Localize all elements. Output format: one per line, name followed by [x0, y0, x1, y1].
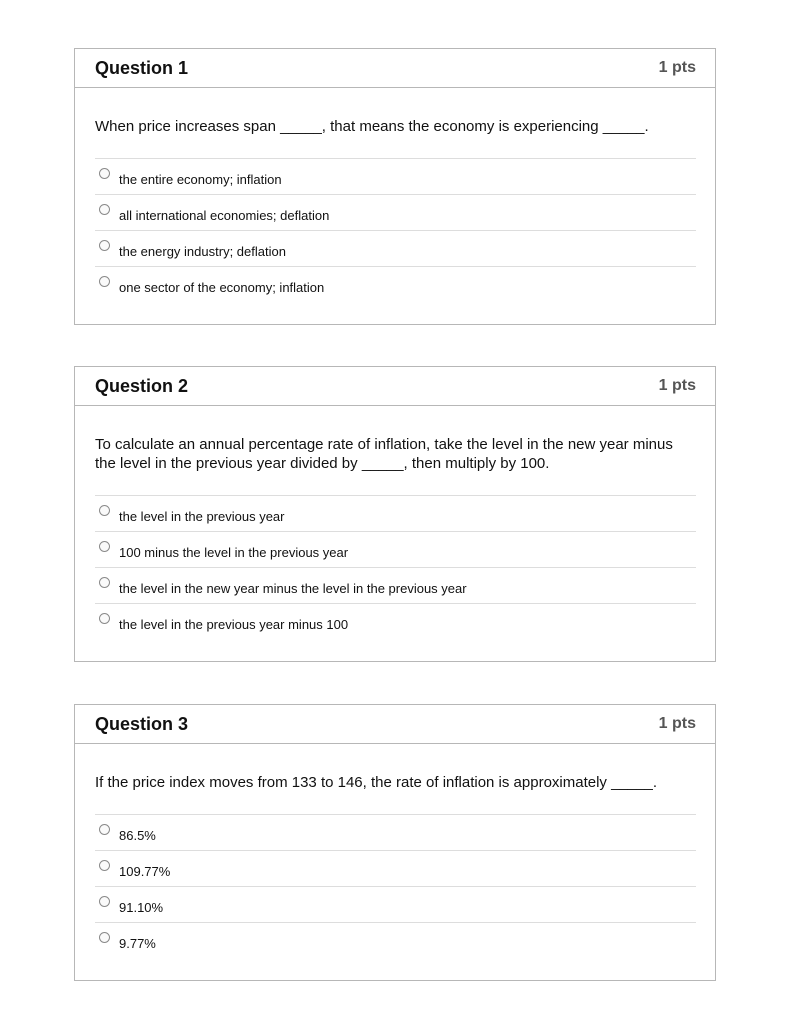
answer-option[interactable]: [95, 194, 696, 230]
answer-label[interactable]: 100 minus the level in the previous year: [119, 545, 349, 560]
answer-label[interactable]: 9.77%: [119, 936, 156, 951]
answer-option[interactable]: [95, 230, 696, 266]
radio-button[interactable]: [99, 204, 110, 215]
question-card-3: [74, 704, 716, 981]
radio-button[interactable]: [99, 860, 110, 871]
radio-button[interactable]: [99, 896, 110, 907]
question-text: When price increases span _____, that means the economy is experiencing _____.: [95, 118, 649, 135]
answer-label[interactable]: the entire economy; inflation: [119, 172, 282, 187]
question-points: 1 pts: [658, 59, 696, 76]
question-points: 1 pts: [658, 715, 696, 732]
question-text: To calculate an annual percentage rate of inflation, take the level in the new year minus the level in the previous year divided by _____, then multiply by 100.: [95, 436, 673, 472]
answer-option[interactable]: [95, 158, 696, 194]
radio-button[interactable]: [99, 932, 110, 943]
question-card-1: [74, 48, 716, 325]
question-text: If the price index moves from 133 to 146, the rate of inflation is approximately _____.: [95, 774, 657, 791]
answer-label[interactable]: 91.10%: [119, 900, 164, 915]
answer-option[interactable]: [95, 266, 696, 302]
question-header: [75, 367, 715, 406]
question-header: [75, 49, 715, 88]
answer-label[interactable]: the level in the previous year: [119, 509, 285, 524]
radio-button[interactable]: [99, 168, 110, 179]
radio-button[interactable]: [99, 276, 110, 287]
answer-label[interactable]: the level in the new year minus the level in the previous year: [119, 581, 467, 596]
radio-button[interactable]: [99, 824, 110, 835]
answer-label[interactable]: the level in the previous year minus 100: [119, 617, 349, 632]
radio-button[interactable]: [99, 541, 110, 552]
answer-option[interactable]: [95, 886, 696, 922]
answer-label[interactable]: 86.5%: [119, 828, 156, 843]
answer-option[interactable]: [95, 814, 696, 850]
radio-button[interactable]: [99, 240, 110, 251]
question-title: Question 3: [95, 713, 189, 734]
answer-option[interactable]: [95, 603, 696, 639]
answer-label[interactable]: 109.77%: [119, 864, 171, 879]
radio-button[interactable]: [99, 613, 110, 624]
question-body: [75, 406, 715, 639]
question-body: [75, 88, 715, 302]
question-title: Question 1: [95, 57, 189, 78]
question-body: [75, 744, 715, 958]
radio-button[interactable]: [99, 505, 110, 516]
answer-label[interactable]: all international economies; deflation: [119, 208, 330, 223]
question-points: 1 pts: [658, 377, 696, 394]
answer-label[interactable]: the energy industry; deflation: [119, 244, 286, 259]
answer-list: [95, 814, 696, 958]
question-card-2: [74, 366, 716, 662]
answer-label[interactable]: one sector of the economy; inflation: [119, 280, 325, 295]
answer-list: [95, 158, 696, 302]
answer-option[interactable]: [95, 531, 696, 567]
radio-button[interactable]: [99, 577, 110, 588]
question-title: Question 2: [95, 375, 189, 396]
answer-list: [95, 495, 696, 639]
answer-option[interactable]: [95, 922, 696, 958]
answer-option[interactable]: [95, 850, 696, 886]
answer-option[interactable]: [95, 495, 696, 531]
answer-option[interactable]: [95, 567, 696, 603]
question-header: [75, 705, 715, 744]
